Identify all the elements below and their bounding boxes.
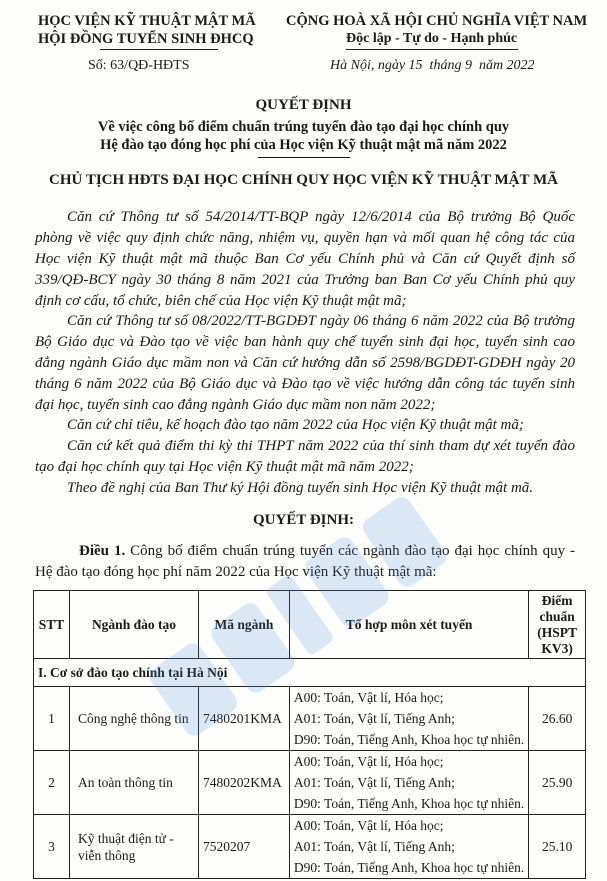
row-score: 25.10 <box>529 815 586 879</box>
row-major: Công nghệ thông tin <box>69 687 198 751</box>
header-code: Mã ngành <box>198 591 289 659</box>
row-stt: 3 <box>34 815 70 879</box>
council-name: HỘI ĐỒNG TUYỂN SINH ĐHCQ <box>38 31 254 47</box>
combo-line: A01: Toán, Vật lí, Tiếng Anh; <box>293 711 455 726</box>
row-code: 7520207 <box>198 815 289 879</box>
table-row <box>34 687 586 751</box>
combo-line: A01: Toán, Vật lí, Tiếng Anh; <box>293 839 455 854</box>
combo-line: A00: Toán, Vật lí, Hóa học; <box>293 754 444 769</box>
row-combos <box>289 751 528 815</box>
row-major: Kỹ thuật điện tử - viễn thông <box>69 815 198 879</box>
row-combos <box>289 687 528 751</box>
decision-subtitle-2: Hệ đào tạo đóng học phí của Học viện Kỹ thuật mật mã năm 2022 <box>100 137 507 153</box>
combo-line: A00: Toán, Vật lí, Hóa học; <box>293 818 444 833</box>
row-stt: 1 <box>34 687 70 751</box>
decision-title: QUYẾT ĐỊNH <box>255 97 352 113</box>
header-right-underline <box>346 49 518 50</box>
decision-subtitle-1: Về việc công bố điểm chuẩn trúng tuyển đào tạo đại học chính quy <box>97 119 510 135</box>
row-stt: 2 <box>34 751 70 815</box>
combo-line: A01: Toán, Vật lí, Tiếng Anh; <box>293 775 455 790</box>
article-1 <box>35 541 575 583</box>
table-header-row <box>34 591 586 659</box>
document-number: Số: 63/QĐ-HĐTS <box>88 58 190 73</box>
row-combos <box>289 815 528 879</box>
row-code: 7480202KMA <box>198 751 289 815</box>
motto: Độc lập - Tự do - Hạnh phúc <box>346 31 518 46</box>
article-1-label: Điều 1. <box>79 543 126 559</box>
table-row <box>34 751 586 815</box>
decides-title: QUYẾT ĐỊNH: <box>253 512 354 528</box>
row-major: An toàn thông tin <box>69 751 198 815</box>
cutoff-score-table <box>33 590 586 879</box>
basis-paragraph: Căn cứ kết quả điểm thi kỳ thi THPT năm 2022 của thí sinh tham dự xét tuyển đào tạo đại học chính quy tại Học viện Kỹ thuật mật mã năm 2022; <box>35 438 575 475</box>
row-score: 25.90 <box>529 751 586 815</box>
section-label: I. Cơ sở đào tạo chính tại Hà Nội <box>34 659 586 687</box>
basis-paragraph: Căn cứ chỉ tiêu, kế hoạch đào tạo năm 2022 của Học viện Kỹ thuật mật mã; <box>67 417 524 433</box>
issue-date: Hà Nội, ngày 15 tháng 9 năm 2022 <box>330 58 535 73</box>
basis-paragraph: Căn cứ Thông tư số 08/2022/TT-BGDĐT ngày 06 tháng 6 năm 2022 của Bộ trưởng Bộ Giáo dục và Đào tạo về việc ban hành quy chế tuyển sinh đại học, tuyển sinh cao đẳng ngành Giáo dục mầm non và Căn cứ hướng dẫn số 2598/BGDĐT-GDĐH ngày 20 tháng 6 năm 2022 của Bộ Giáo dục và Đào tạo về việc hướng dẫn công tác tuyển sinh đại học, tuyển sinh cao đẳng ngành Giáo dục mầm non năm 2022; <box>35 313 575 413</box>
header-stt: STT <box>34 591 70 659</box>
country-name: CỘNG HOÀ XÃ HỘI CHỦ NGHĨA VIỆT NAM <box>286 13 588 29</box>
table-row <box>34 815 586 879</box>
authority-title: CHỦ TỊCH HĐTS ĐẠI HỌC CHÍNH QUY HỌC VIỆN KỸ THUẬT MẬT MÃ <box>49 172 558 188</box>
combo-line: A00: Toán, Vật lí, Hóa học; <box>293 690 444 705</box>
combo-line: D90: Toán, Tiếng Anh, Khoa học tự nhiên. <box>293 796 525 811</box>
combo-line: D90: Toán, Tiếng Anh, Khoa học tự nhiên. <box>293 732 525 747</box>
header-left-underline <box>100 49 218 50</box>
article-1-text: Công bố điểm chuẩn trúng tuyển các ngành đào tạo đại học chính quy - Hệ đào tạo đóng học phí năm 2022 của Học viện Kỹ thuật mật mã: <box>35 543 576 580</box>
table-section-row <box>34 659 586 687</box>
subtitle-underline <box>258 157 350 158</box>
basis-paragraph: Theo đề nghị của Ban Thư ký Hội đồng tuyển sinh Học viện Kỹ thuật mật mã. <box>67 480 534 496</box>
row-code: 7480201KMA <box>198 687 289 751</box>
agency-name: HỌC VIỆN KỸ THUẬT MẬT MÃ <box>38 13 256 29</box>
combo-line: D90: Toán, Tiếng Anh, Khoa học tự nhiên. <box>293 860 525 875</box>
header-major: Ngành đào tạo <box>69 591 198 659</box>
basis-paragraph: Căn cứ Thông tư số 54/2014/TT-BQP ngày 12/6/2014 của Bộ trưởng Bộ Quốc phòng về việc quy định chức năng, nhiệm vụ, quyền hạn và mối quan hệ công tác của Học viện Kỹ thuật mật mã thuộc Ban Cơ yếu Chính phủ và Căn cứ Quyết định số 339/QĐ-BCY ngày 30 tháng 8 năm 2021 của Trưởng ban Ban Cơ yếu Chính phủ quy định cơ cấu, tổ chức, biên chế của Học viện Kỹ thuật mật mã; <box>35 209 575 309</box>
header-combos: Tổ hợp môn xét tuyển <box>289 591 528 659</box>
row-score: 26.60 <box>529 687 586 751</box>
header-score: Điểm chuẩn (HSPT KV3) <box>529 591 586 659</box>
